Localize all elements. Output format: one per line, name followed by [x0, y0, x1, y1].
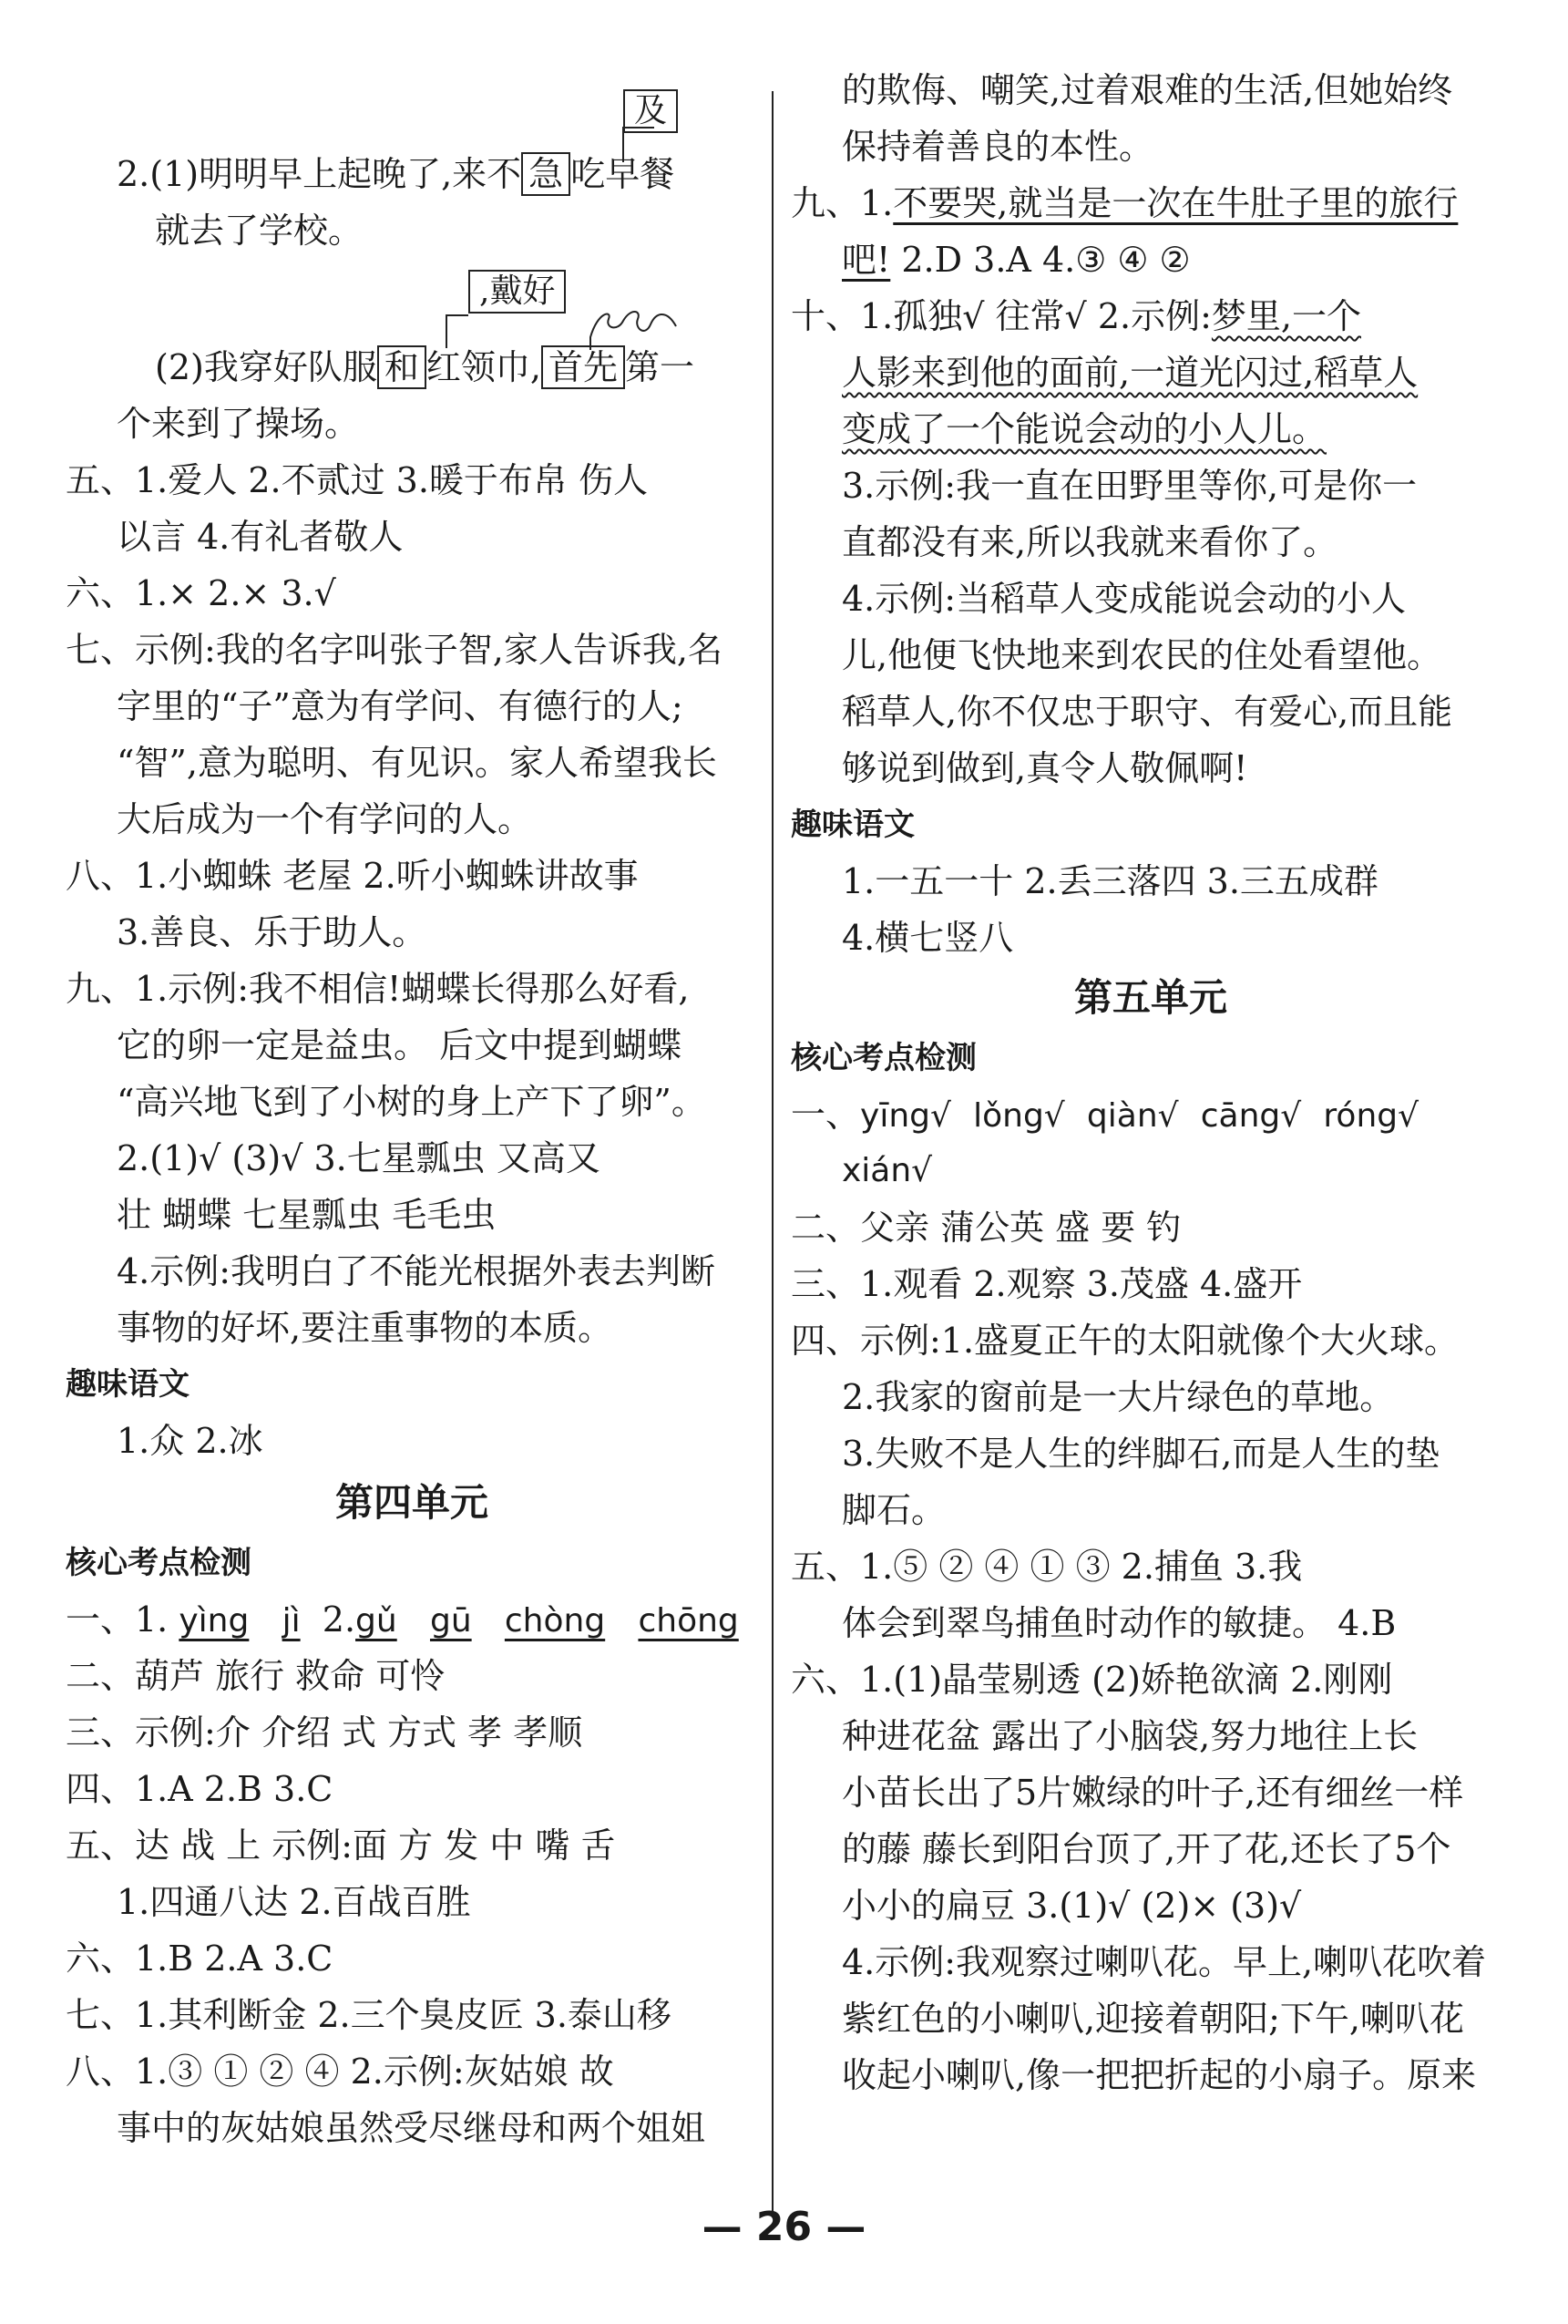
insert-mark-box: 及 — [623, 89, 678, 133]
answer-line: 七、1.其利断金 2.三个臭皮匠 3.泰山移 — [66, 1995, 671, 2035]
answer-line: 收起小喇叭,像一把把折起的小扇子。原来 — [842, 2055, 1477, 2095]
answer-line: 四、示例:1.盛夏正午的太阳就像个大火球。 — [791, 1321, 1460, 1361]
answer-line: 九、1.示例:我不相信!蝴蝶长得那么好看, — [66, 969, 690, 1009]
unit-title: 第五单元 — [1073, 975, 1227, 1020]
answer-line: 四、1.A 2.B 3.C — [66, 1769, 333, 1809]
answer-line: 就去了学校。 — [155, 211, 364, 251]
answer-line: 八、1.小蜘蛛 老屋 2.听小蜘蛛讲故事 — [66, 856, 639, 896]
answer-line: 三、1.观看 2.观察 3.茂盛 4.盛开 — [791, 1264, 1303, 1304]
answer-line: 3.失败不是人生的绊脚石,而是人生的垫 — [842, 1434, 1440, 1474]
answer-line: 二、葫芦 旅行 救命 可怜 — [66, 1656, 446, 1696]
answer-line: 够说到做到,真令人敬佩啊! — [842, 748, 1248, 788]
answer-line: 变成了一个能说会动的小人儿。 — [842, 409, 1327, 449]
insert-mark-box: ,戴好 — [468, 270, 566, 314]
section-heading: 趣味语文 — [791, 807, 915, 843]
answer-line: xián√ — [842, 1152, 933, 1189]
answer-line: 种进花盆 露出了小脑袋,努力地往上长 — [842, 1716, 1419, 1756]
answer-line: 脚石。 — [842, 1490, 947, 1530]
answer-line: 3.善良、乐于助人。 — [117, 912, 427, 952]
page-number: — 26 — — [702, 2204, 866, 2250]
answer-line: 小小的扁豆 3.(1)√ (2)× (3)√ — [842, 1886, 1302, 1926]
answer-line: “智”,意为聪明、有见识。家人希望我长 — [117, 743, 717, 783]
answer-line: 以言 4.有礼者敬人 — [117, 517, 404, 557]
answer-line: 七、示例:我的名字叫张子智,家人告诉我,名 — [66, 630, 723, 670]
answer-line: 一、yīng√ lǒng√ qiàn√ cāng√ róng√ — [791, 1095, 1419, 1135]
answer-line: 稻草人,你不仅忠于职守、有爱心,而且能 — [842, 692, 1453, 732]
answer-line: 一、1. yìng jì 2.gǔ gū chòng chōng — [66, 1599, 739, 1640]
answer-line: 事中的灰姑娘虽然受尽继母和两个姐姐 — [117, 2108, 706, 2148]
answer-line: 五、达 战 上 示例:面 方 发 中 嘴 舌 — [66, 1825, 616, 1866]
answer-line: 五、1.爱人 2.不贰过 3.暖于布帛 伤人 — [66, 460, 649, 500]
answer-line: 八、1.③ ① ② ④ 2.示例:灰姑娘 故 — [66, 2051, 614, 2092]
answer-line: 小苗长出了5片嫩绿的叶子,还有细丝一样 — [842, 1773, 1464, 1813]
answer-line: 壮 蝴蝶 七星瓢虫 毛毛虫 — [117, 1195, 497, 1235]
answer-line: (2)我穿好队服 和 红领巾, 首先 第一 — [155, 347, 694, 387]
answer-line: 的欺侮、嘲笑,过着艰难的生活,但她始终 — [842, 70, 1453, 110]
answer-line: 十、1.孤独√ 往常√ 2.示例:梦里,一个 — [791, 296, 1361, 336]
answer-line: 六、1.B 2.A 3.C — [66, 1938, 333, 1979]
answer-line: 吧! 2.D 3.A 4.③ ④ ② — [842, 240, 1191, 280]
answer-line: 2.(1)明明早上起晚了,来不 急 吃早餐 — [117, 154, 675, 194]
answer-line: 儿,他便飞快地来到农民的住处看望他。 — [842, 635, 1442, 675]
answer-line: 六、1.(1)晶莹剔透 (2)娇艳欲滴 2.刚刚 — [791, 1660, 1393, 1700]
column-divider — [772, 91, 774, 2215]
answer-line: 字里的“子”意为有学问、有德行的人; — [117, 686, 683, 726]
answer-line: 4.示例:我观察过喇叭花。早上,喇叭花吹着 — [842, 1942, 1487, 1982]
section-heading: 趣味语文 — [66, 1366, 190, 1403]
answer-line: 2.我家的窗前是一大片绿色的草地。 — [842, 1377, 1395, 1417]
section-heading: 核心考点检测 — [66, 1545, 251, 1581]
answer-line: 直都没有来,所以我就来看你了。 — [842, 522, 1338, 562]
answer-line: 4.示例:我明白了不能光根据外表去判断 — [117, 1251, 716, 1291]
answer-line: 2.(1)√ (3)√ 3.七星瓢虫 又高又 — [117, 1138, 600, 1178]
answer-line: 六、1.× 2.× 3.√ — [66, 573, 336, 613]
answer-line: “高兴地飞到了小树的身上产下了卵”。 — [117, 1082, 706, 1122]
answer-line: 大后成为一个有学问的人。 — [117, 799, 533, 839]
answer-line: 紫红色的小喇叭,迎接着朝阳;下午,喇叭花 — [842, 1999, 1464, 2039]
answer-line: 1.一五一十 2.丢三落四 3.三五成群 — [842, 861, 1378, 901]
answer-line: 保持着善良的本性。 — [842, 127, 1154, 167]
answer-line: 4.示例:当稻草人变成能说会动的小人 — [842, 579, 1407, 619]
answer-line: 它的卵一定是益虫。 后文中提到蝴蝶 — [117, 1025, 682, 1065]
answer-line: 三、示例:介 介绍 式 方式 孝 孝顺 — [66, 1712, 583, 1753]
answer-line: 体会到翠鸟捕鱼时动作的敏捷。 4.B — [842, 1603, 1397, 1643]
answer-line: 1.众 2.冰 — [117, 1421, 263, 1461]
section-heading: 核心考点检测 — [791, 1040, 977, 1076]
answer-line: 人影来到他的面前,一道光闪过,稻草人 — [842, 353, 1419, 393]
answer-line: 3.示例:我一直在田野里等你,可是你一 — [842, 466, 1418, 506]
answer-line: 九、1.不要哭,就当是一次在牛肚子里的旅行 — [791, 183, 1459, 223]
answer-line: 4.横七竖八 — [842, 918, 1014, 958]
answer-line: 五、1.⑤ ② ④ ① ③ 2.捕鱼 3.我 — [791, 1547, 1303, 1587]
answer-line: 1.四通八达 2.百战百胜 — [117, 1882, 471, 1922]
answer-line: 事物的好坏,要注重事物的本质。 — [117, 1308, 613, 1348]
unit-title: 第四单元 — [334, 1480, 488, 1525]
answer-line: 二、父亲 蒲公英 盛 要 钓 — [791, 1208, 1182, 1248]
answer-line: 个来到了操场。 — [117, 404, 360, 444]
answer-line: 的藤 藤长到阳台顶了,开了花,还长了5个 — [842, 1829, 1451, 1869]
